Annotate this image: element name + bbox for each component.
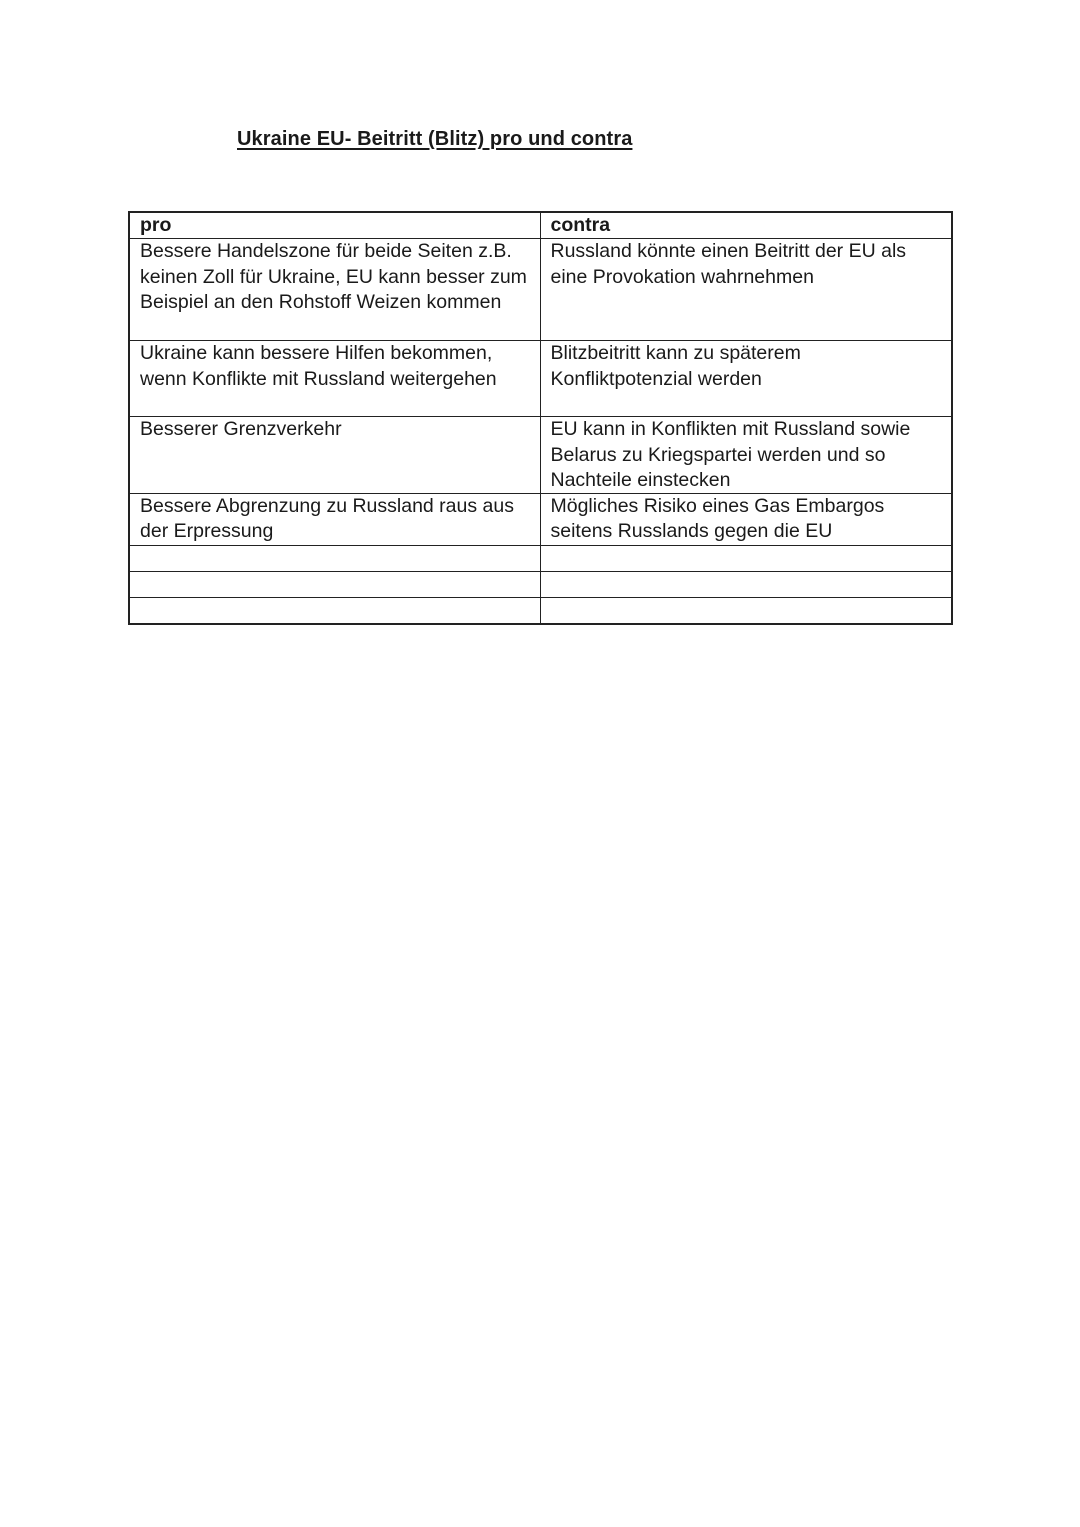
contra-cell [540, 546, 952, 572]
pro-cell [129, 546, 540, 572]
table-row-empty [129, 546, 952, 572]
contra-cell: Blitzbeitritt kann zu späterem Konfliktpotenzial werden [540, 341, 952, 417]
pro-cell: Bessere Handelszone für beide Seiten z.B. keinen Zoll für Ukraine, EU kann besser zum Beispiel an den Rohstoff Weizen kommen [129, 239, 540, 341]
table-row-empty [129, 598, 952, 625]
pro-cell [129, 572, 540, 598]
contra-cell [540, 598, 952, 625]
contra-cell [540, 572, 952, 598]
table-row-empty [129, 572, 952, 598]
pro-cell [129, 598, 540, 625]
table-header-row [129, 212, 952, 239]
contra-cell: Mögliches Risiko eines Gas Embargos seitens Russlands gegen die EU [540, 494, 952, 546]
table-row [129, 417, 952, 494]
table-row [129, 239, 952, 341]
pro-contra-table [128, 211, 953, 625]
contra-cell: EU kann in Konflikten mit Russland sowie Belarus zu Kriegspartei werden und so Nachteile einstecken [540, 417, 952, 494]
pro-cell: Besserer Grenzverkehr [129, 417, 540, 494]
contra-cell: Russland könnte einen Beitritt der EU als eine Provokation wahrnehmen [540, 239, 952, 341]
header-contra: contra [540, 212, 952, 239]
table-row [129, 341, 952, 417]
pro-cell: Bessere Abgrenzung zu Russland raus aus der Erpressung [129, 494, 540, 546]
header-pro: pro [129, 212, 540, 239]
page-title: Ukraine EU- Beitritt (Blitz) pro und contra [237, 128, 633, 150]
table-row [129, 494, 952, 546]
pro-cell: Ukraine kann bessere Hilfen bekommen, wenn Konflikte mit Russland weitergehen [129, 341, 540, 417]
